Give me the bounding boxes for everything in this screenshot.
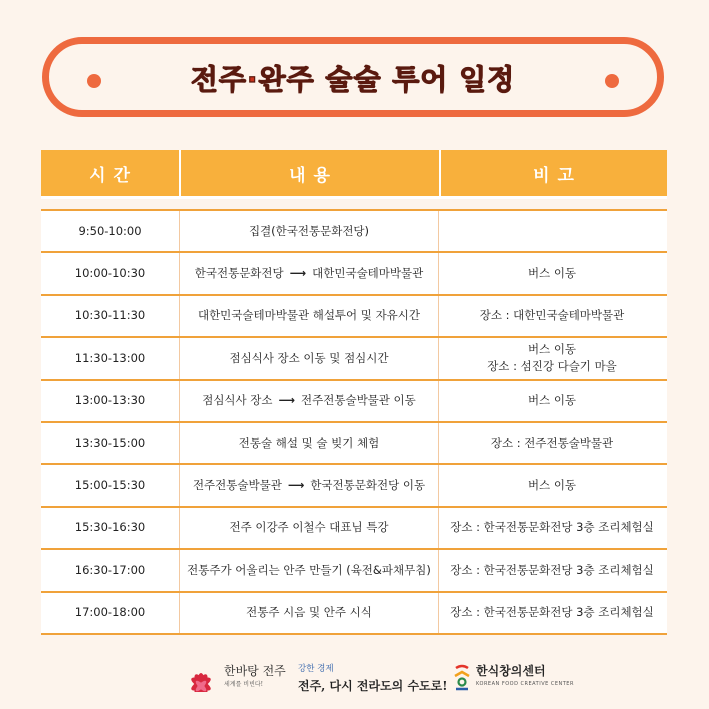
note-line: 버스 이동 [527,393,577,408]
table-row [41,423,667,465]
slogan-main: 전주, 다시 전라도의 수도로! [298,679,448,693]
table-body [41,209,667,635]
note-line: 버스 이동 [527,266,577,281]
table-row [41,465,667,507]
time-cell: 11:30-13:00 [74,350,146,365]
note-line-2: 장소 : 섬진강 다슬기 마을 [487,359,617,374]
arrow-right-icon: ⟶ [278,393,296,408]
logo1-name: 한바탕 전주 [224,664,286,678]
note-line: 장소 : 한국전통문화전당 3층 조리체험실 [450,562,654,577]
note-line: 장소 : 한국전통문화전당 3층 조리체험실 [450,520,654,535]
page-title: 전주·완주 술술 투어 일정 [190,63,516,96]
note-line: 장소 : 한국전통문화전당 3층 조리체험실 [450,605,654,620]
logo1-subtitle: 세계를 비빈다! [224,681,264,688]
header-note: 비 고 [533,165,575,186]
content-cell [179,253,439,293]
note-cell [439,253,665,293]
time-cell: 16:30-17:00 [74,562,146,577]
table-row [41,508,667,550]
time-cell: 15:30-16:30 [74,520,146,535]
content-cell: 점심식사 장소 이동 및 점심시간 [179,338,439,378]
note-line: 버스 이동 [527,342,577,357]
note-cell [439,508,665,548]
table-header [41,150,667,199]
content-cell [179,465,439,505]
time-cell: 10:30-11:30 [74,308,146,323]
note-cell [439,423,665,463]
jeonju-logo [180,664,286,692]
table-row [41,211,667,253]
note-cell [439,550,665,590]
table-row [41,381,667,423]
route-to: 대한민국술테마박물관 [312,266,424,281]
content-cell: 전통주 시음 및 안주 시식 [179,593,439,633]
route-from: 전주전통술박물관 [192,478,282,493]
note-line: 장소 : 전주전통술박물관 [490,435,614,450]
logo3-subtitle: KOREAN FOOD CREATIVE CENTER [476,681,574,687]
time-cell: 13:00-13:30 [74,393,146,408]
arrow-right-icon: ⟶ [289,266,307,281]
note-cell [439,593,665,633]
arrow-right-icon: ⟶ [287,478,305,493]
table-row [41,593,667,635]
food-center-icon [452,664,472,692]
logo3-name: 한식창의센터 [476,664,546,678]
note-cell [439,465,665,505]
table-row [41,338,667,380]
korean-food-center-logo [452,664,574,692]
content-cell [179,381,439,421]
route-from: 점심식사 장소 [202,393,273,408]
table-row [41,253,667,295]
content-cell: 대한민국술테마박물관 해설투어 및 자유시간 [179,296,439,336]
slogan-small: 강한 경제 [298,664,334,674]
route-to: 전주전통술박물관 이동 [301,393,416,408]
header-time: 시 간 [89,165,131,186]
content-cell: 전통주가 어울리는 안주 만들기 (육전&파채무침) [179,550,439,590]
note-cell [439,296,665,336]
route-from: 한국전통문화전당 [194,266,284,281]
note-cell [439,381,665,421]
note-line: 버스 이동 [527,478,577,493]
content-cell: 집결(한국전통문화전당) [179,211,439,251]
time-cell: 9:50-10:00 [78,223,142,238]
note-line: 장소 : 대한민국술테마박물관 [479,308,625,323]
time-cell: 15:00-15:30 [74,478,146,493]
note-cell [439,338,665,378]
time-cell: 10:00-10:30 [74,266,146,281]
schedule-table [41,150,667,635]
note-cell [439,211,665,251]
route-to: 한국전통문화전당 이동 [310,478,426,493]
title-banner [42,37,664,117]
footer-logos [0,658,709,698]
time-cell: 17:00-18:00 [74,605,146,620]
table-row [41,296,667,338]
time-cell: 13:30-15:00 [74,435,146,450]
table-row [41,550,667,592]
city-slogan [298,662,448,694]
flower-icon [180,664,222,692]
content-cell: 전통술 해설 및 술 빚기 체험 [179,423,439,463]
header-content: 내 용 [179,150,441,196]
content-cell: 전주 이강주 이철수 대표님 특강 [179,508,439,548]
right-dot-decoration [605,74,619,88]
